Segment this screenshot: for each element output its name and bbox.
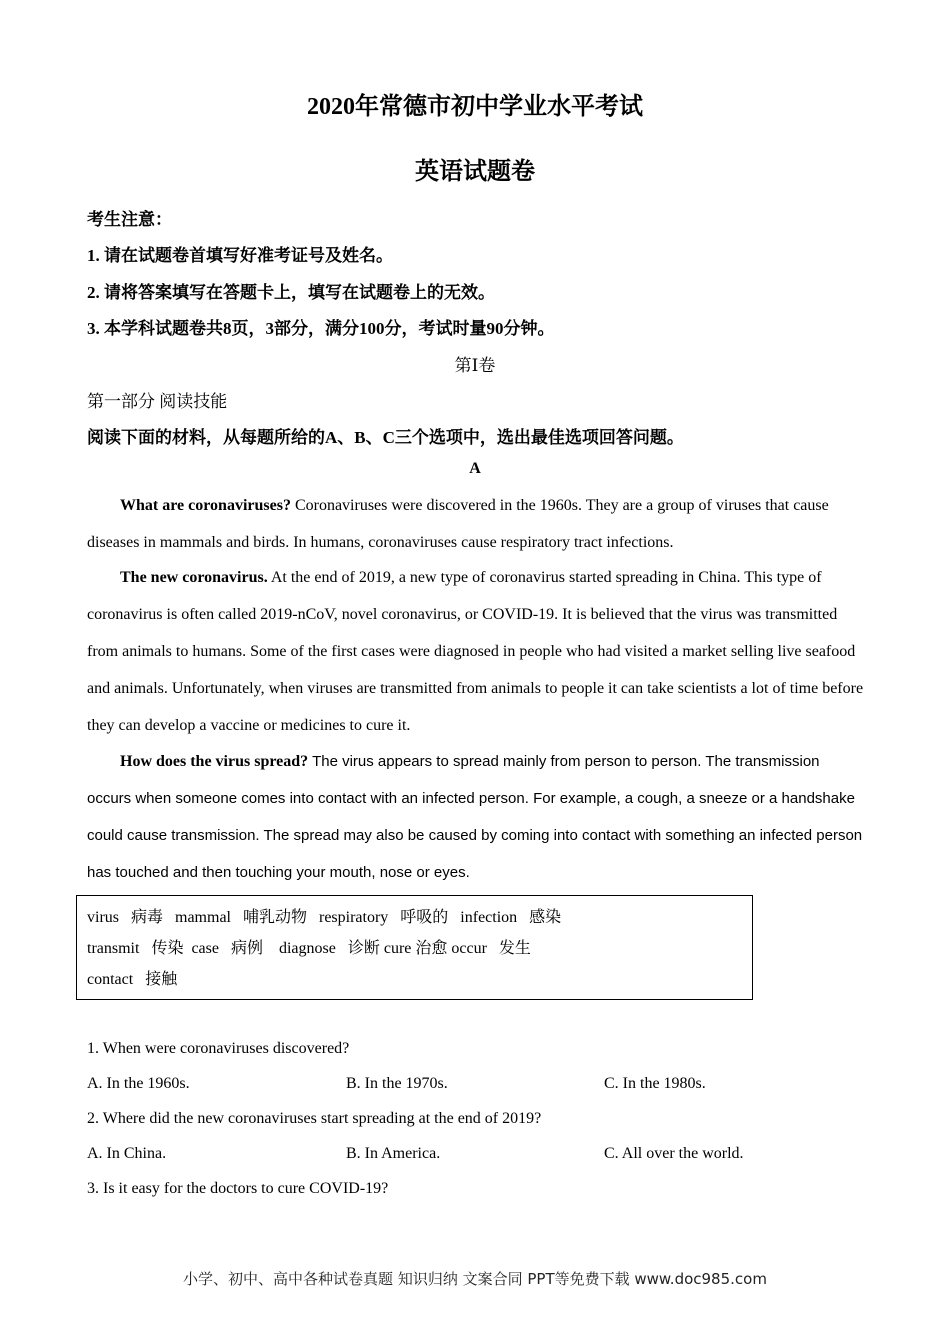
passage-paragraph-1 — [87, 487, 867, 561]
option-c: C. All over the world. — [604, 1145, 744, 1162]
passage-paragraph-3 — [87, 743, 867, 891]
question-3: 3. Is it easy for the doctors to cure COVID-19? — [87, 1180, 389, 1197]
option-a: A. In the 1960s. — [87, 1075, 190, 1092]
vocabulary-box — [76, 895, 753, 1000]
footer-banner: 小学、初中、高中各种试卷真题 知识归纳 文案合同 PPT等免费下载 www.doc985.com — [183, 1270, 767, 1288]
section-letter: A — [469, 460, 481, 477]
part-heading: 第一部分 阅读技能 — [87, 392, 228, 411]
paragraph-lead: The new coronavirus. — [120, 569, 268, 586]
exam-subtitle: 英语试题卷 — [415, 159, 535, 185]
paragraph-lead: How does the virus spread? — [120, 753, 309, 770]
notice-item: 2. 请将答案填写在答题卡上，填写在试题卷上的无效。 — [87, 283, 495, 302]
notice-item: 3. 本学科试题卷共8页，3部分，满分100分，考试时量90分钟。 — [87, 319, 555, 338]
instruction: 阅读下面的材料，从每题所给的A、B、C三个选项中，选出最佳选项回答问题。 — [87, 428, 684, 447]
vocab-row: contact 接触 — [87, 971, 178, 988]
vocab-row: transmit 传染 case 病例 diagnose 诊断 cure 治愈 occur 发生 — [87, 940, 531, 957]
question-2: 2. Where did the new coronaviruses start spreading at the end of 2019? — [87, 1110, 542, 1127]
notice-heading: 考生注意： — [87, 210, 172, 229]
paragraph-lead: What are coronaviruses? — [120, 497, 291, 514]
exam-title: 2020年常德市初中学业水平考试 — [307, 94, 643, 120]
option-c: C. In the 1980s. — [604, 1075, 706, 1092]
option-a: A. In China. — [87, 1145, 167, 1162]
passage-paragraph-2 — [87, 559, 867, 744]
paragraph-text: At the end of 2019, a new type of coronavirus started spreading in China. This type of coronavirus is often called 2019-nCoV, novel coronavirus, or COVID-19. It is believed that the virus was transmitted from animals to humans. Some of the first cases were diagnosed in people who had visited a market selling live seafood and animals. Unfortunately, when viruses are transmitted from animals to people it can take scientists a lot of time before they can develop a vaccine or medicines to cure it. — [87, 569, 864, 734]
notice-item: 1. 请在试题卷首填写好准考证号及姓名。 — [87, 246, 393, 265]
option-b: B. In America. — [346, 1145, 441, 1162]
volume-label: 第Ⅰ卷 — [454, 356, 496, 375]
paragraph-text: Coronaviruses were discovered in the 1960s. They are a group of viruses that cause diseases in mammals and birds. In humans, coronaviruses cause respiratory tract infections. — [87, 497, 829, 551]
option-b: B. In the 1970s. — [346, 1075, 448, 1092]
paragraph-text: The virus appears to spread mainly from person to person. The transmission occurs when someone comes into contact with an infected person. For example, a cough, a sneeze or a handshake could cause transmission. The spread may also be caused by coming into contact with something an infected person has touched and then touching your mouth, nose or eyes. — [87, 753, 863, 881]
vocab-row: virus 病毒 mammal 哺乳动物 respiratory 呼吸的 infection 感染 — [87, 909, 562, 926]
question-1: 1. When were coronaviruses discovered? — [87, 1040, 350, 1057]
